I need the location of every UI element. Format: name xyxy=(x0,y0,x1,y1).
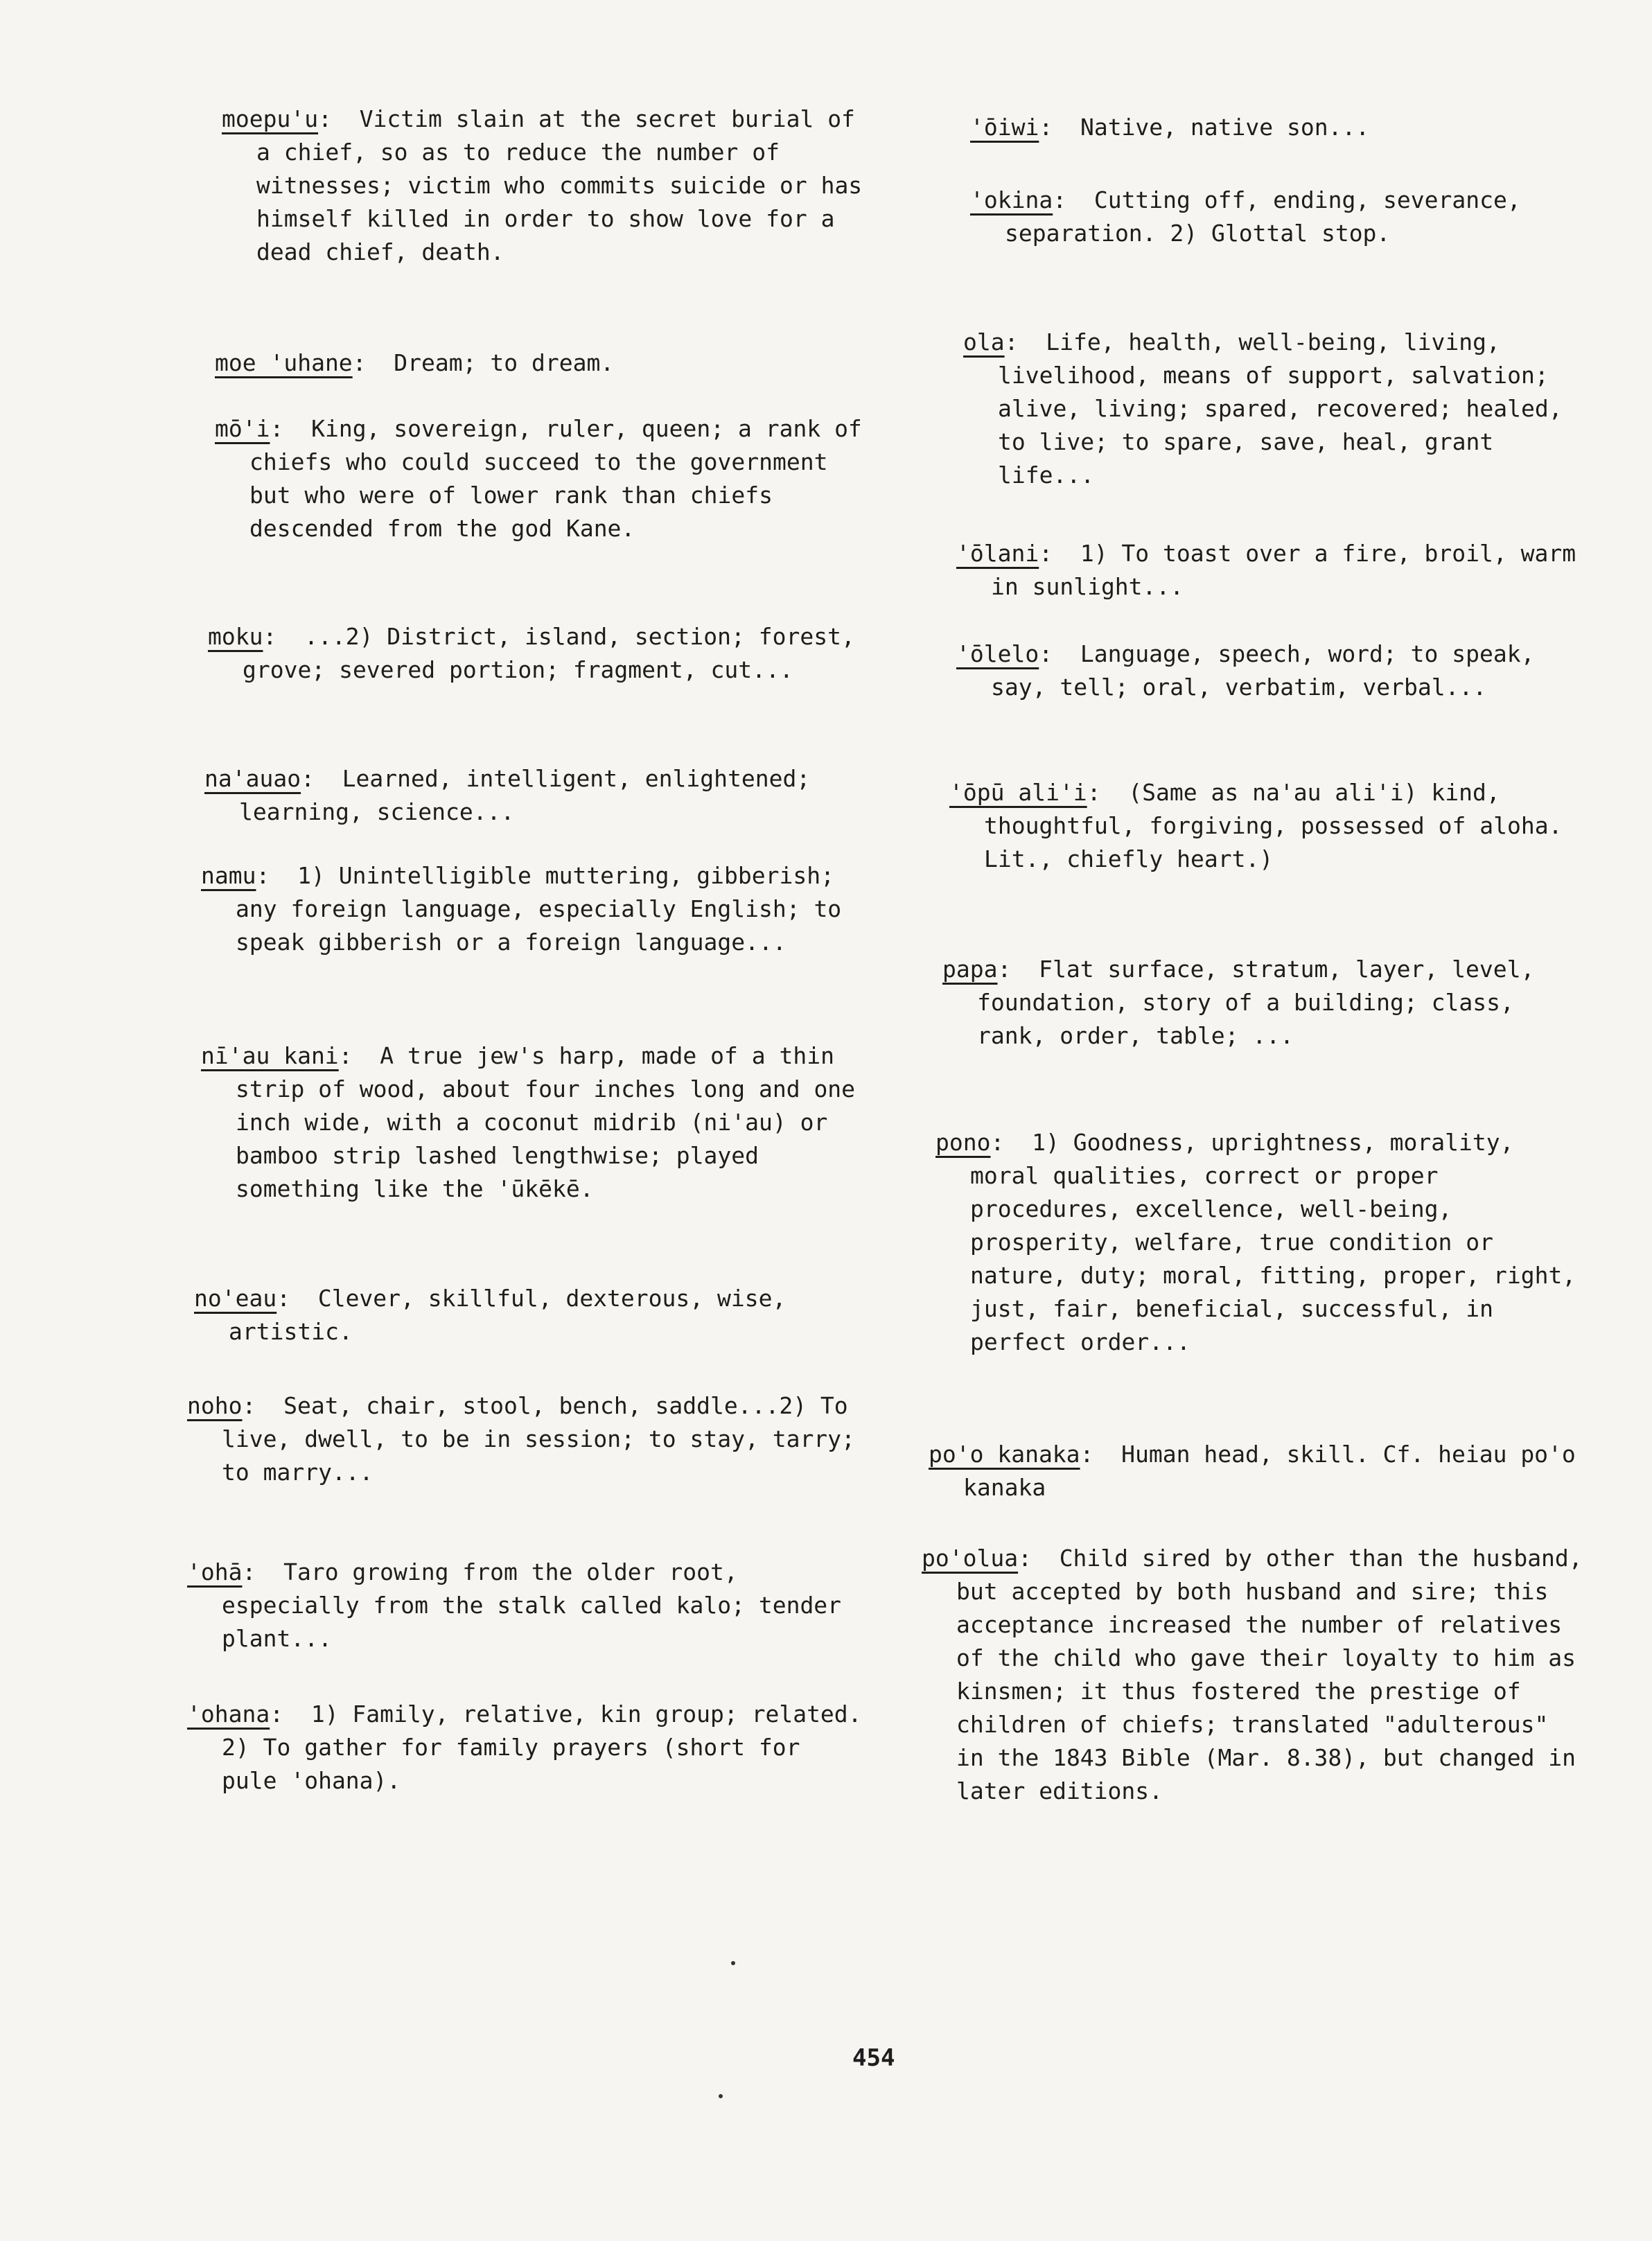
entry-niau-kani: nī'au kani: A true jew's harp, made of a thin strip of wood, about four inches long and one inch wide, with a coconut midrib (ni'au) or bamboo strip lashed lengthwise; played something like the 'ūkēkē. xyxy=(201,1042,856,1202)
entry-okina: 'okina: Cutting off, ending, severance, separation. 2) Glottal stop. xyxy=(970,186,1521,247)
entry-papa: papa: Flat surface, stratum, layer, level, foundation, story of a building; class, rank, order, table; ... xyxy=(942,956,1535,1049)
entry-ohana: 'ohana: 1) Family, relative, kin group; related. 2) To gather for family prayers (short for pule 'ohana). xyxy=(187,1700,862,1794)
entry-pono: pono: 1) Goodness, uprightness, morality, moral qualities, correct or proper procedures, excellence, well-being, prosperity, welfare, true condition or nature, duty; moral, fitting, proper, right, just, fair, beneficial, successful, in perfect order... xyxy=(935,1129,1576,1355)
definition: Flat surface, stratum, layer, level, foundation, story of a building; class, rank, order, table; ... xyxy=(977,956,1535,1049)
definition: 1) To toast over a fire, broil, warm in sunlight... xyxy=(991,540,1576,600)
scan-speck xyxy=(719,2094,723,2098)
headword: po'o kanaka xyxy=(929,1441,1080,1468)
headword: nī'au kani xyxy=(201,1042,339,1069)
headword: na'auao xyxy=(204,765,301,792)
definition: Native, native son... xyxy=(1080,114,1370,141)
entry-moepuu: moepu'u: Victim slain at the secret burial of a chief, so as to reduce the number of witnesses; victim who commits suicide or has himself killed in order to show love for a dead chief, death. xyxy=(222,105,863,265)
entry-olani: 'ōlani: 1) To toast over a fire, broil, warm in sunlight... xyxy=(956,540,1576,600)
definition: King, sovereign, ruler, queen; a rank of chiefs who could succeed to the government but who were of lower rank than chiefs descended from the god Kane. xyxy=(249,415,862,542)
definition: (Same as na'au ali'i) kind, thoughtful, forgiving, possessed of aloha. Lit., chiefly heart.) xyxy=(984,779,1563,872)
headword: 'ohana xyxy=(187,1700,270,1728)
entry-namu: namu: 1) Unintelligible muttering, gibberish; any foreign language, especially English; to speak gibberish or a foreign language... xyxy=(201,862,842,956)
headword: 'ōlelo xyxy=(956,640,1039,667)
definition: ...2) District, island, section; forest, grove; severed portion; fragment, cut... xyxy=(243,623,855,683)
scan-speck xyxy=(731,1961,735,1965)
headword: moe 'uhane xyxy=(215,349,353,376)
headword: moepu'u xyxy=(222,105,319,132)
entry-olelo: 'ōlelo: Language, speech, word; to speak, say, tell; oral, verbatim, verbal... xyxy=(956,640,1535,701)
definition: Learned, intelligent, enlightened; learning, science... xyxy=(239,765,811,825)
entry-noeau: no'eau: Clever, skillful, dexterous, wise, artistic. xyxy=(194,1285,787,1345)
definition: Language, speech, word; to speak, say, tell; oral, verbatim, verbal... xyxy=(991,640,1535,701)
definition: Human head, skill. Cf. heiau po'o kanaka xyxy=(963,1441,1576,1501)
headword: 'ohā xyxy=(187,1558,243,1585)
headword: 'ōiwi xyxy=(970,114,1039,141)
definition: 1) Family, relative, kin group; related. 2) To gather for family prayers (short for pule 'ohana). xyxy=(222,1700,862,1794)
definition: Dream; to dream. xyxy=(394,349,615,376)
entry-moku: moku: ...2) District, island, section; forest, grove; severed portion; fragment, cut... xyxy=(208,623,855,683)
headword: noho xyxy=(187,1392,243,1419)
page-number: 454 xyxy=(852,2044,895,2072)
entry-oha: 'ohā: Taro growing from the older root, especially from the stalk called kalo; tender plant... xyxy=(187,1558,842,1652)
headword: 'ōpū ali'i xyxy=(949,779,1087,806)
entry-naauao: na'auao: Learned, intelligent, enlightened; learning, science... xyxy=(204,765,811,825)
headword: pono xyxy=(935,1129,991,1156)
definition: Victim slain at the secret burial of a chief, so as to reduce the number of witnesses; victim who commits suicide or has himself killed in order to show love for a dead chief, death. xyxy=(256,105,863,265)
entry-oiwi: 'ōiwi: Native, native son... xyxy=(970,114,1370,141)
entry-ola: ola: Life, health, well-being, living, livelihood, means of support, salvation; alive, living; spared, recovered; healed, to live; to spare, save, heal, grant life... xyxy=(963,328,1563,489)
headword: 'okina xyxy=(970,186,1053,213)
entry-moe-uhane: moe 'uhane: Dream; to dream. xyxy=(215,349,615,376)
definition: Cutting off, ending, severance, separation. 2) Glottal stop. xyxy=(1005,186,1521,247)
definition: Taro growing from the older root, especially from the stalk called kalo; tender plant... xyxy=(222,1558,842,1652)
headword: ola xyxy=(963,328,1005,355)
entry-poolua: po'olua: Child sired by other than the husband, but accepted by both husband and sire; this acceptance increased the number of relatives of the child who gave their loyalty to him as kinsmen; it thus fostered the prestige of children of chiefs; translated "adulterous" in the 1843 Bible (Mar. 8.38), but changed in later editions. xyxy=(922,1545,1583,1804)
definition: A true jew's harp, made of a thin strip of wood, about four inches long and one inch wide, with a coconut midrib (ni'au) or bamboo strip lashed lengthwise; played something like the 'ūkēkē. xyxy=(236,1042,856,1202)
definition: Child sired by other than the husband, but accepted by both husband and sire; this acceptance increased the number of relatives of the child who gave their loyalty to him as kinsmen; it thus fostered the prestige of children of chiefs; translated "adulterous" in the 1843 Bible (Mar. 8.38), but changed in later editions. xyxy=(956,1545,1583,1804)
entry-noho: noho: Seat, chair, stool, bench, saddle...2) To live, dwell, to be in session; to stay, tarry; to marry... xyxy=(187,1392,855,1486)
headword: papa xyxy=(942,956,998,983)
headword: po'olua xyxy=(922,1545,1019,1572)
headword: mō'i xyxy=(215,415,270,442)
definition: Life, health, well-being, living, livelihood, means of support, salvation; alive, living; spared, recovered; healed, to live; to spare, save, heal, grant life... xyxy=(998,328,1563,489)
headword: moku xyxy=(208,623,263,650)
entry-moi: mō'i: King, sovereign, ruler, queen; a rank of chiefs who could succeed to the government but who were of lower rank than chiefs descended from the god Kane. xyxy=(215,415,862,542)
definition: 1) Unintelligible muttering, gibberish; any foreign language, especially English; to speak gibberish or a foreign language... xyxy=(236,862,842,956)
headword: 'ōlani xyxy=(956,540,1039,567)
definition: Clever, skillful, dexterous, wise, artistic. xyxy=(229,1285,787,1345)
entry-opu-alii: 'ōpū ali'i: (Same as na'au ali'i) kind, thoughtful, forgiving, possessed of aloha. Lit., chiefly heart.) xyxy=(949,779,1563,872)
headword: no'eau xyxy=(194,1285,277,1312)
definition: Seat, chair, stool, bench, saddle...2) To live, dwell, to be in session; to stay, tarry; to marry... xyxy=(222,1392,855,1486)
entry-poo-kanaka: po'o kanaka: Human head, skill. Cf. heiau po'o kanaka xyxy=(929,1441,1576,1501)
definition: 1) Goodness, uprightness, morality, moral qualities, correct or proper procedures, excellence, well-being, prosperity, welfare, true condition or nature, duty; moral, fitting, proper, right, just, fair, beneficial, successful, in perfect order... xyxy=(970,1129,1576,1355)
headword: namu xyxy=(201,862,256,889)
